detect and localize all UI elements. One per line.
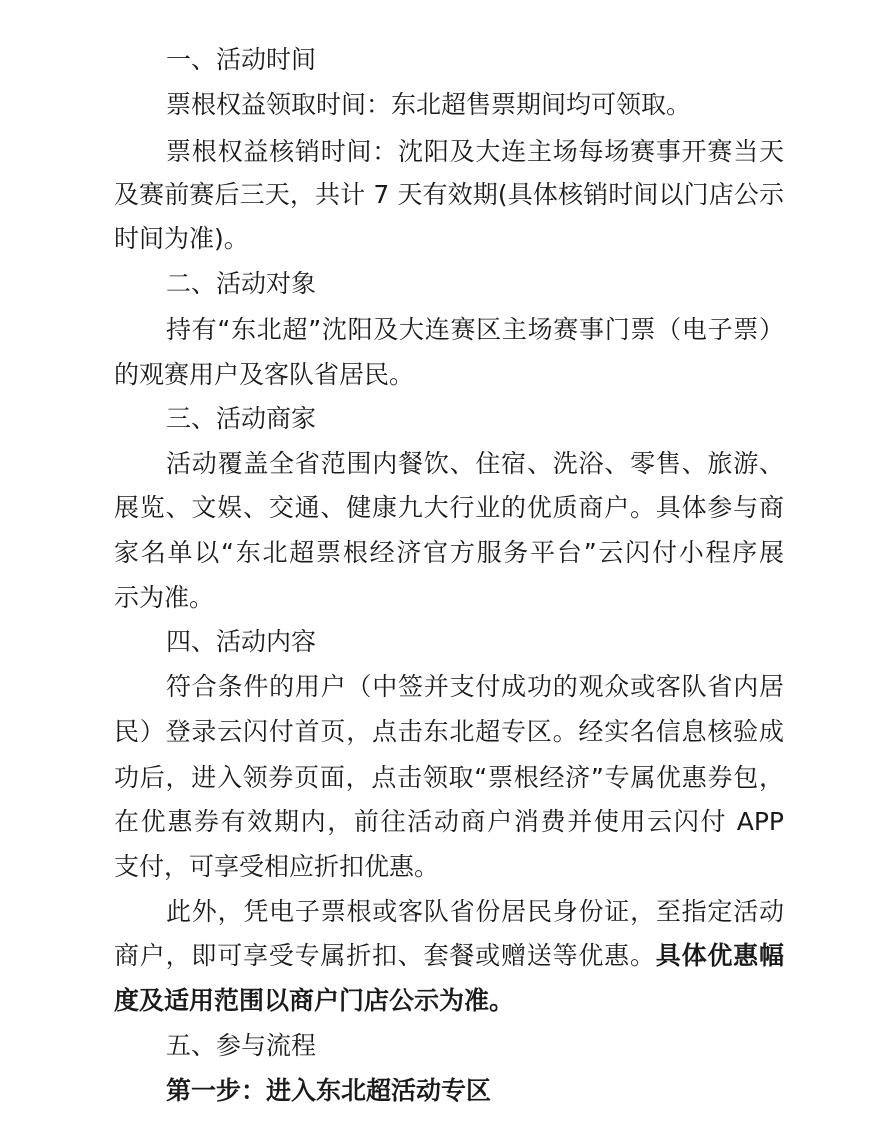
step-one-title: 第一步：进入东北超活动专区 [166,1076,492,1105]
paragraph-line: 的观赛用户及客队省居民。 [114,360,415,389]
paragraph-line: 支付，可享受相应折扣优惠。 [114,852,440,881]
section-heading-activity-target: 二、活动对象 [166,269,317,298]
paragraph-line: 持有“东北超”沈阳及大连赛区主场赛事门票（电子票） [166,315,784,344]
bold-emphasis-line: 度及适用范围以商户门店公示为准。 [114,986,515,1015]
bold-emphasis-text: 具体优惠幅 [655,941,784,970]
paragraph-line-mixed [114,934,784,978]
paragraph-line: 时间为准)。 [114,224,249,253]
paragraph-line: 家名单以“东北超票根经济官方服务平台”云闪付小程序展 [114,538,784,567]
section-heading-activity-content: 四、活动内容 [166,627,317,656]
paragraph-line: 示为准。 [114,583,215,612]
paragraph-line: 展览、文娱、交通、健康九大行业的优质商户。具体参与商 [114,493,784,522]
section-heading-activity-time: 一、活动时间 [166,45,317,74]
section-heading-participation-process: 五、参与流程 [166,1031,317,1060]
paragraph-line: 民）登录云闪付首页，点击东北超专区。经实名信息核验成 [114,717,784,746]
paragraph-line: 功后，进入领券页面，点击领取“票根经济”专属优惠券包， [114,763,784,792]
paragraph-line: 及赛前赛后三天，共计 7 天有效期(具体核销时间以门店公示 [114,180,784,209]
paragraph-line: 此外，凭电子票根或客队省份居民身份证，至指定活动 [166,897,784,926]
paragraph-line: 票根权益领取时间：东北超售票期间均可领取。 [166,90,692,119]
paragraph-line: 符合条件的用户（中签并支付成功的观众或客队省内居 [166,672,784,701]
paragraph-line: 在优惠券有效期内，前往活动商户消费并使用云闪付 APP [114,807,784,836]
normal-text: 商户，即可享受专属折扣、套餐或赠送等优惠。 [114,941,656,970]
section-heading-activity-merchants: 三、活动商家 [166,404,317,433]
paragraph-line: 票根权益核销时间：沈阳及大连主场每场赛事开赛当天 [166,137,784,166]
paragraph-line: 活动覆盖全省范围内餐饮、住宿、洗浴、零售、旅游、 [166,449,784,478]
